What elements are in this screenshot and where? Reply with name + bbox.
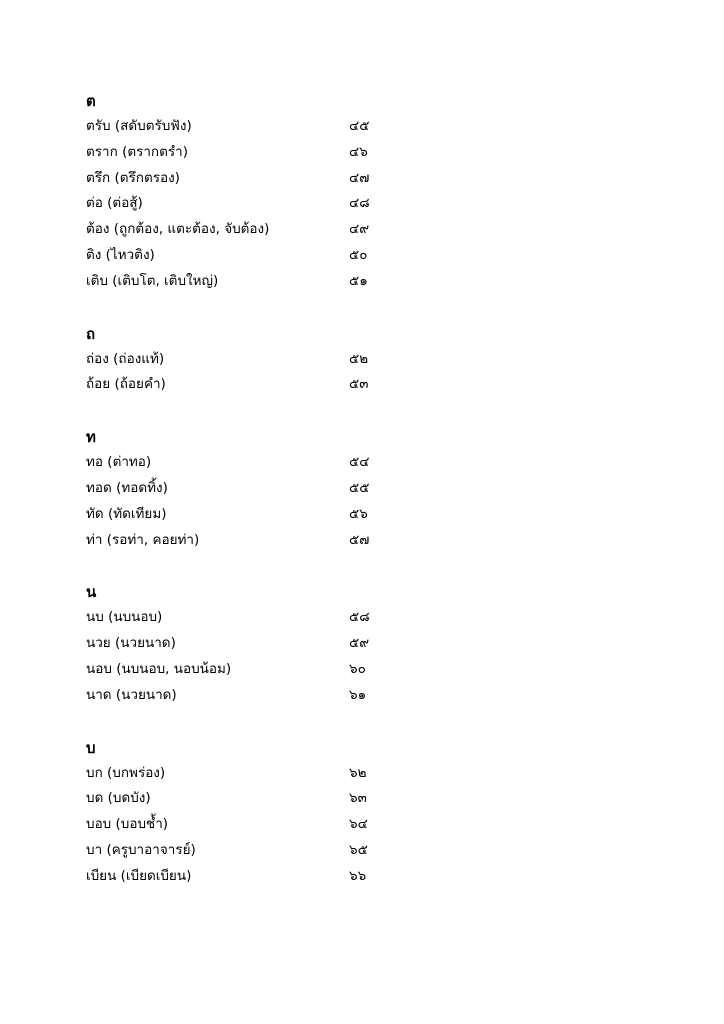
index-entry xyxy=(86,140,386,166)
index-entry xyxy=(86,243,386,269)
index-section xyxy=(86,579,386,708)
index-section xyxy=(86,321,386,399)
entry-label: ทอด (ทอดทิ้ง) xyxy=(86,479,168,496)
index-entry xyxy=(86,786,386,812)
index-entry xyxy=(86,631,386,657)
entry-label: ท่า (รอท่า, คอยท่า) xyxy=(86,531,200,548)
index-entry xyxy=(86,347,386,373)
entry-label: ถ้อย (ถ้อยคำ) xyxy=(86,376,166,393)
entry-label: บก (บกพร่อง) xyxy=(86,764,166,781)
entry-page-number: ๔๙ xyxy=(349,221,370,238)
entry-label: ทัด (ทัดเทียม) xyxy=(86,505,167,522)
entry-label: บอบ (บอบช้ำ) xyxy=(86,816,169,833)
index-section xyxy=(86,735,386,890)
entry-label: นาด (นวยนาด) xyxy=(86,686,177,703)
section-heading: ท xyxy=(86,428,96,447)
entry-page-number: ๕๙ xyxy=(349,635,370,652)
entry-page-number: ๕๒ xyxy=(349,350,369,367)
index-entry xyxy=(86,683,386,709)
entry-page-number: ๖๕ xyxy=(349,841,368,858)
entry-label: เบียน (เบียดเบียน) xyxy=(86,867,192,884)
index-entry xyxy=(86,864,386,890)
index-entry xyxy=(86,657,386,683)
index-entry xyxy=(86,838,386,864)
entry-page-number: ๕๓ xyxy=(349,376,369,393)
entry-page-number: ๕๑ xyxy=(349,272,368,289)
entry-label: ตราก (ตรากตรำ) xyxy=(86,143,188,160)
entry-page-number: ๖๓ xyxy=(349,790,367,807)
section-heading: น xyxy=(86,583,97,602)
entry-page-number: ๖๖ xyxy=(349,867,367,884)
section-heading: ต xyxy=(86,92,96,110)
entry-label: นบ (นบนอบ) xyxy=(86,609,163,626)
word-index xyxy=(86,88,386,890)
index-entry xyxy=(86,191,386,217)
index-entry xyxy=(86,269,386,295)
index-entry xyxy=(86,217,386,243)
entry-label: ถ่อง (ถ่องแท้) xyxy=(86,350,165,367)
index-entry xyxy=(86,166,386,192)
entry-page-number: ๖๑ xyxy=(349,686,367,703)
entry-page-number: ๕๐ xyxy=(349,246,368,263)
entry-label: ทอ (ต่าทอ) xyxy=(86,454,152,471)
index-entry xyxy=(86,761,386,787)
entry-page-number: ๕๔ xyxy=(349,454,370,471)
index-entry xyxy=(86,450,386,476)
index-entry xyxy=(86,476,386,502)
entry-label: ต้อง (ถูกต้อง, แตะต้อง, จับต้อง) xyxy=(86,221,270,238)
entry-label: ติง (ไหวติง) xyxy=(86,246,155,263)
index-section xyxy=(86,88,386,295)
entry-label: ต่อ (ต่อสู้) xyxy=(86,195,143,212)
index-entry xyxy=(86,812,386,838)
entry-page-number: ๕๗ xyxy=(349,531,370,548)
entry-page-number: ๕๘ xyxy=(349,609,370,626)
section-heading: บ xyxy=(86,738,96,757)
entry-page-number: ๔๕ xyxy=(349,118,370,134)
index-entry xyxy=(86,605,386,631)
entry-label: ตรับ (สดับตรับฟัง) xyxy=(86,118,192,134)
entry-page-number: ๖๐ xyxy=(349,660,366,677)
index-section xyxy=(86,424,386,553)
entry-page-number: ๖๒ xyxy=(349,764,367,781)
index-entry xyxy=(86,528,386,554)
entry-label: บา (ครูบาอาจารย์) xyxy=(86,841,196,858)
entry-page-number: ๕๖ xyxy=(349,505,368,522)
entry-page-number: ๖๔ xyxy=(349,816,368,833)
entry-label: นอบ (นบนอบ, นอบน้อม) xyxy=(86,660,232,677)
entry-label: นวย (นวยนาด) xyxy=(86,635,176,652)
index-entry xyxy=(86,372,386,398)
entry-page-number: ๔๘ xyxy=(349,195,370,212)
entry-label: บด (บดบัง) xyxy=(86,790,151,807)
entry-label: ตรึก (ตรึกตรอง) xyxy=(86,169,180,186)
index-entry xyxy=(86,502,386,528)
section-heading: ถ xyxy=(86,324,96,343)
entry-page-number: ๕๕ xyxy=(349,479,370,496)
entry-page-number: ๔๖ xyxy=(349,143,368,160)
index-entry xyxy=(86,114,386,140)
entry-label: เติบ (เติบโต, เติบใหญ่) xyxy=(86,272,219,289)
entry-page-number: ๔๗ xyxy=(349,169,370,186)
